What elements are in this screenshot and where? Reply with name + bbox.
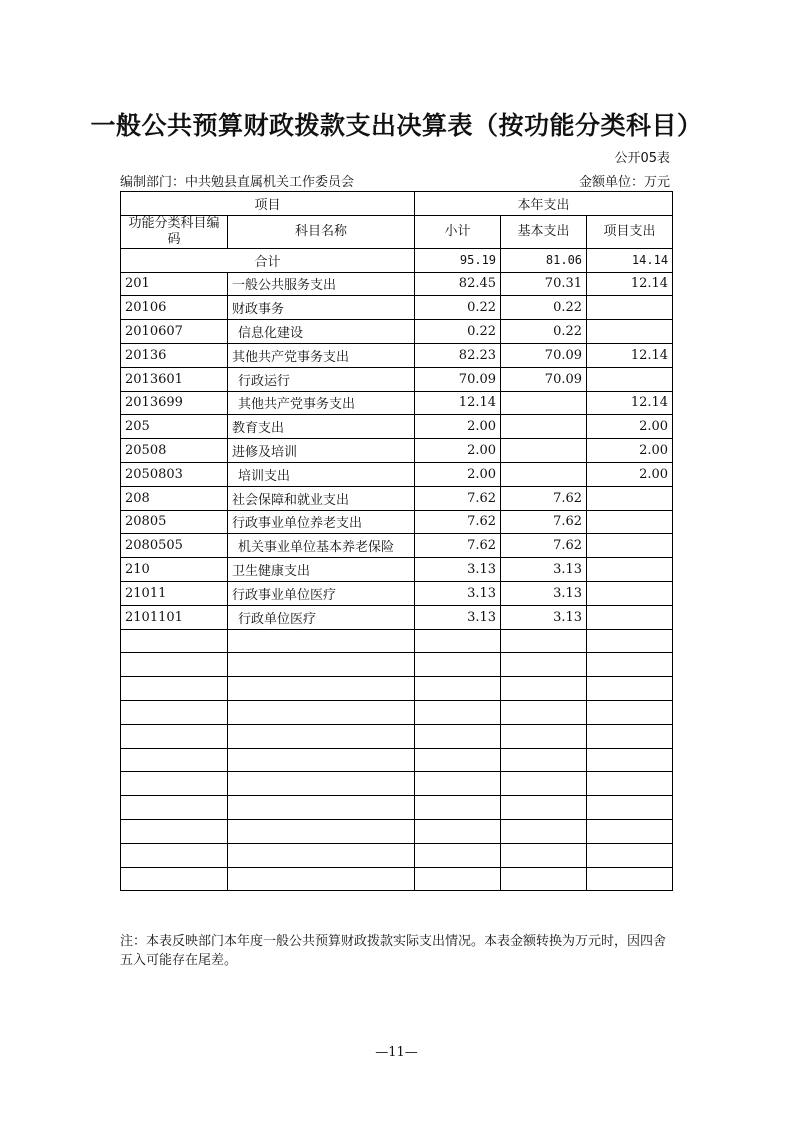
empty-cell <box>228 819 415 843</box>
row-code: 20805 <box>121 510 228 534</box>
table-row <box>121 296 673 320</box>
row-project <box>587 296 673 320</box>
row-name: 行政事业单位养老支出 <box>228 510 415 534</box>
row-code: 205 <box>121 415 228 439</box>
row-basic: 7.62 <box>501 486 587 510</box>
row-project <box>587 558 673 582</box>
empty-row <box>121 700 673 724</box>
empty-cell <box>587 700 673 724</box>
empty-cell <box>415 843 501 867</box>
empty-cell <box>121 724 228 748</box>
empty-cell <box>121 700 228 724</box>
empty-cell <box>501 867 587 891</box>
table-number: 公开05表 <box>614 151 670 166</box>
row-code: 21011 <box>121 581 228 605</box>
empty-cell <box>228 748 415 772</box>
empty-cell <box>121 629 228 653</box>
row-basic: 7.62 <box>501 534 587 558</box>
table-row <box>121 343 673 367</box>
department-label: 编制部门：中共勉县直属机关工作委员会 <box>120 175 355 190</box>
empty-row <box>121 772 673 796</box>
row-code: 2013601 <box>121 367 228 391</box>
total-basic: 81.06 <box>501 248 587 272</box>
row-subtotal: 2.00 <box>415 462 501 486</box>
row-name: 教育支出 <box>228 415 415 439</box>
empty-cell <box>415 653 501 677</box>
table-row <box>121 605 673 629</box>
row-name: 卫生健康支出 <box>228 558 415 582</box>
unit-label: 金额单位：万元 <box>578 175 670 190</box>
row-project <box>587 534 673 558</box>
empty-cell <box>587 629 673 653</box>
row-code: 2013699 <box>121 391 228 415</box>
empty-cell <box>121 867 228 891</box>
empty-cell <box>228 629 415 653</box>
row-basic <box>501 391 587 415</box>
document-title: 一般公共预算财政拨款支出决算表（按功能分类科目） <box>90 111 703 140</box>
row-subtotal: 70.09 <box>415 367 501 391</box>
row-project: 2.00 <box>587 439 673 463</box>
row-basic: 70.31 <box>501 272 587 296</box>
row-code: 2050803 <box>121 462 228 486</box>
empty-cell <box>415 700 501 724</box>
empty-cell <box>121 653 228 677</box>
row-subtotal: 3.13 <box>415 558 501 582</box>
empty-cell <box>228 677 415 701</box>
empty-row <box>121 867 673 891</box>
row-subtotal: 7.62 <box>415 534 501 558</box>
row-subtotal: 0.22 <box>415 296 501 320</box>
empty-cell <box>121 772 228 796</box>
row-project: 2.00 <box>587 462 673 486</box>
item-header: 项目 <box>121 192 415 216</box>
row-name: 行政运行 <box>228 367 415 391</box>
empty-cell <box>415 677 501 701</box>
row-project <box>587 510 673 534</box>
row-basic: 0.22 <box>501 296 587 320</box>
row-code: 201 <box>121 272 228 296</box>
row-name: 培训支出 <box>228 462 415 486</box>
empty-cell <box>501 653 587 677</box>
empty-cell <box>587 724 673 748</box>
row-subtotal: 12.14 <box>415 391 501 415</box>
footnote: 注：本表反映部门本年度一般公共预算财政拨款实际支出情况。本表金额转换为万元时，因四舍五入可能存在尾差。 <box>120 934 667 968</box>
empty-cell <box>121 819 228 843</box>
empty-cell <box>228 796 415 820</box>
row-name: 社会保障和就业支出 <box>228 486 415 510</box>
empty-row <box>121 819 673 843</box>
row-project: 2.00 <box>587 415 673 439</box>
empty-cell <box>415 819 501 843</box>
row-project: 12.14 <box>587 391 673 415</box>
row-project <box>587 605 673 629</box>
empty-cell <box>587 796 673 820</box>
empty-cell <box>415 772 501 796</box>
row-name: 其他共产党事务支出 <box>228 391 415 415</box>
total-row <box>121 248 673 272</box>
row-code: 208 <box>121 486 228 510</box>
empty-row <box>121 629 673 653</box>
row-name: 行政单位医疗 <box>228 605 415 629</box>
row-basic: 3.13 <box>501 581 587 605</box>
empty-row <box>121 724 673 748</box>
table-row <box>121 534 673 558</box>
table-row <box>121 462 673 486</box>
total-project: 14.14 <box>587 248 673 272</box>
empty-cell <box>415 748 501 772</box>
subtotal-header: 小计 <box>415 215 501 248</box>
empty-row <box>121 843 673 867</box>
row-project <box>587 581 673 605</box>
empty-cell <box>228 653 415 677</box>
name-header: 科目名称 <box>228 215 415 248</box>
empty-cell <box>228 867 415 891</box>
row-code: 2101101 <box>121 605 228 629</box>
row-subtotal: 0.22 <box>415 320 501 344</box>
empty-cell <box>228 724 415 748</box>
total-label: 合计 <box>121 248 415 272</box>
row-name: 机关事业单位基本养老保险 <box>228 534 415 558</box>
empty-cell <box>228 843 415 867</box>
row-code: 20106 <box>121 296 228 320</box>
empty-cell <box>501 748 587 772</box>
empty-row <box>121 677 673 701</box>
row-basic: 0.22 <box>501 320 587 344</box>
empty-cell <box>587 772 673 796</box>
row-project: 12.14 <box>587 272 673 296</box>
empty-cell <box>228 700 415 724</box>
empty-cell <box>121 677 228 701</box>
table-row <box>121 581 673 605</box>
row-subtotal: 82.45 <box>415 272 501 296</box>
row-code: 210 <box>121 558 228 582</box>
row-code: 20508 <box>121 439 228 463</box>
empty-row <box>121 748 673 772</box>
table-row <box>121 415 673 439</box>
row-subtotal: 7.62 <box>415 510 501 534</box>
row-name: 一般公共服务支出 <box>228 272 415 296</box>
table-row <box>121 439 673 463</box>
empty-cell <box>415 724 501 748</box>
row-project: 12.14 <box>587 343 673 367</box>
empty-cell <box>501 629 587 653</box>
empty-cell <box>501 700 587 724</box>
page-number: —11— <box>375 1045 418 1060</box>
empty-cell <box>501 843 587 867</box>
row-code: 2080505 <box>121 534 228 558</box>
empty-cell <box>121 796 228 820</box>
row-subtotal: 3.13 <box>415 605 501 629</box>
code-header: 功能分类科目编码 <box>121 215 228 248</box>
empty-cell <box>587 653 673 677</box>
row-name: 行政事业单位医疗 <box>228 581 415 605</box>
empty-cell <box>501 772 587 796</box>
empty-row <box>121 653 673 677</box>
row-basic: 7.62 <box>501 510 587 534</box>
row-basic <box>501 415 587 439</box>
row-subtotal: 2.00 <box>415 439 501 463</box>
empty-cell <box>587 843 673 867</box>
empty-row <box>121 796 673 820</box>
empty-cell <box>587 819 673 843</box>
basic-header: 基本支出 <box>501 215 587 248</box>
empty-cell <box>587 867 673 891</box>
row-subtotal: 3.13 <box>415 581 501 605</box>
row-project <box>587 486 673 510</box>
table-row <box>121 367 673 391</box>
empty-cell <box>121 748 228 772</box>
table-row <box>121 486 673 510</box>
row-subtotal: 82.23 <box>415 343 501 367</box>
row-project <box>587 367 673 391</box>
row-basic: 3.13 <box>501 605 587 629</box>
row-project <box>587 320 673 344</box>
empty-cell <box>501 677 587 701</box>
header-row-1 <box>121 192 673 216</box>
row-basic <box>501 462 587 486</box>
row-name: 其他共产党事务支出 <box>228 343 415 367</box>
row-subtotal: 7.62 <box>415 486 501 510</box>
empty-cell <box>587 748 673 772</box>
row-subtotal: 2.00 <box>415 415 501 439</box>
empty-cell <box>415 629 501 653</box>
empty-cell <box>415 867 501 891</box>
table-row <box>121 558 673 582</box>
row-name: 信息化建设 <box>228 320 415 344</box>
row-name: 财政事务 <box>228 296 415 320</box>
row-name: 进修及培训 <box>228 439 415 463</box>
empty-cell <box>121 843 228 867</box>
row-code: 2010607 <box>121 320 228 344</box>
row-basic: 70.09 <box>501 343 587 367</box>
empty-cell <box>501 819 587 843</box>
current-year-header: 本年支出 <box>415 192 673 216</box>
row-basic: 3.13 <box>501 558 587 582</box>
empty-cell <box>501 724 587 748</box>
header-row-2 <box>121 215 673 248</box>
table-row <box>121 391 673 415</box>
empty-cell <box>587 677 673 701</box>
row-basic <box>501 439 587 463</box>
total-subtotal: 95.19 <box>415 248 501 272</box>
empty-cell <box>228 772 415 796</box>
table-row <box>121 510 673 534</box>
project-header: 项目支出 <box>587 215 673 248</box>
table-row <box>121 272 673 296</box>
expenditure-table <box>120 191 673 891</box>
table-row <box>121 320 673 344</box>
row-code: 20136 <box>121 343 228 367</box>
empty-cell <box>415 796 501 820</box>
row-basic: 70.09 <box>501 367 587 391</box>
empty-cell <box>501 796 587 820</box>
